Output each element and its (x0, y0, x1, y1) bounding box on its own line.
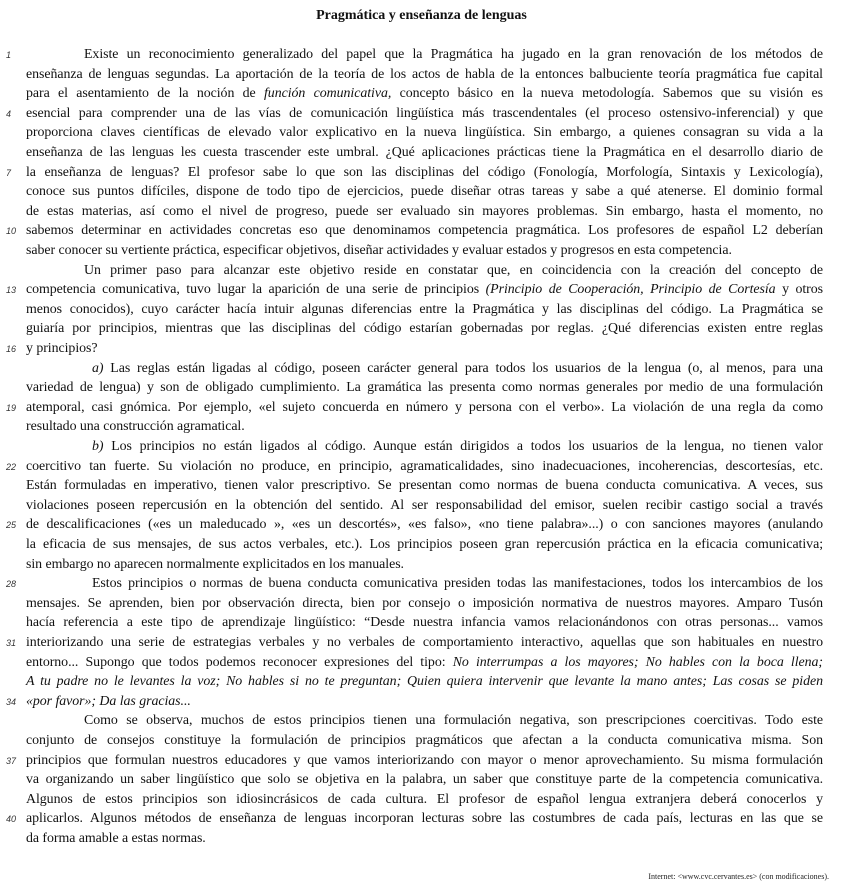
page-title: Pragmática y enseñanza de lenguas (316, 8, 527, 23)
text-span: conjunto de consejos constituye la formulación de principios pragmáticos que afectan a la conducta comunicativa misma. Son (26, 733, 823, 748)
text-span: sabemos determinar en actividades concretas eso que denominamos competencia pragmática. Los profesores de español L2 deberían (26, 223, 823, 239)
line-number: 10 (6, 226, 17, 237)
text-line (26, 496, 823, 516)
italic-span: No interrumpas a los mayores; No hables con la boca llena; (452, 654, 823, 670)
text-line (26, 672, 823, 692)
text-span: concepto básico en la nueva metodología. Sabemos que su visión es (391, 86, 823, 102)
text-span: violaciones poseen repercusión en la obtención del sentido. Al ser responsabilidad del emisor, suelen recibir castigo social a través (26, 497, 823, 513)
text-span: resultado una construcción agramatical. (26, 419, 245, 435)
text-span: Las reglas están ligadas al código, poseen carácter general para todos los usuarios de la lengua (o, al menos, para una (103, 360, 823, 376)
text-span: va organizando un saber lingüístico que solo se objetiva en la palabra, un saber que constituye parte de la competencia comunicativa. (26, 772, 823, 788)
text-span: sin embargo no aparecen normalmente explicitados en los manuales. (26, 556, 404, 572)
italic-span: b) (92, 439, 104, 454)
text-line (26, 476, 823, 496)
italic-span: (Principio de Cooperación, Principio de Cortesía (485, 282, 776, 298)
text-span: Están formuladas en imperativo, tienen valor prescriptivo. Se presentan como normas de buena conducta comunicativa. A veces, sus (26, 478, 823, 494)
text-line (26, 633, 823, 653)
line-number: 34 (6, 696, 17, 707)
text-span: de descalificaciones («es un maleducado », «es un descortés», «es falso», «no tiene palabra»...) o con sanciones mayores (anulando (26, 517, 823, 533)
text-line (26, 535, 823, 555)
line-number: 4 (6, 108, 12, 119)
text-span: da forma amable a estas normas. (26, 831, 206, 846)
text-line (26, 202, 823, 222)
text-line (26, 319, 823, 339)
text-line (26, 339, 823, 359)
text-span: para el asentamiento de la noción de (26, 86, 264, 102)
text-span: guiaría por principios, mientras que las disciplinas del código estarían gobernadas por reglas. ¿Qué diferencias existen entre reglas (26, 321, 823, 337)
text-line (26, 751, 823, 771)
text-line (26, 300, 823, 320)
line-number: 37 (6, 755, 17, 766)
text-line (26, 280, 823, 300)
text-span: mensajes. Se aprenden, bien por observación directa, bien por consejo o imposición normativa de nuestros mayores. Amparo Tusón (26, 595, 823, 611)
line-number: 28 (6, 579, 17, 590)
text-span: la enseñanza de lenguas? El profesor sabe lo que son las disciplinas del código (Fonología, Morfología, Sintaxis y Lexicología), (26, 164, 823, 180)
line-number: 13 (6, 285, 17, 296)
line-number: 7 (6, 167, 12, 178)
text-line (26, 613, 823, 633)
italic-span: función comunicativa, (264, 86, 392, 102)
text-line (26, 594, 823, 614)
text-line (26, 829, 823, 849)
text-span: proporciona claves científicas de elevado valor explicativo en la nueva lingüística. Sin embargo, a quienes consagran su vida a la (26, 125, 823, 141)
text-line (26, 692, 823, 712)
text-span: enseñanza de las lenguas les cuesta trascender este umbral. ¿Qué aplicaciones prácticas tiene la Pragmática en el desarrollo diario de (26, 145, 823, 160)
text-line (26, 65, 823, 85)
italic-span: «por favor»; Da las gracias... (26, 693, 191, 709)
text-span: Los principios no están ligados al código. Aunque están dirigidos a todos los usuarios de la lengua, no tienen valor (103, 439, 823, 454)
text-span: y principios? (26, 341, 98, 356)
line-number: 31 (6, 638, 17, 648)
text-span: competencia comunicativa, tuvo lugar la aparición de una serie de principios (26, 282, 486, 298)
text-line (92, 437, 823, 457)
text-line (26, 241, 823, 261)
text-line (26, 555, 823, 575)
text-line (92, 359, 823, 379)
text-line (84, 711, 823, 731)
text-line (26, 417, 823, 437)
line-number: 16 (6, 344, 17, 354)
text-span: hacía referencia a este tipo de aprendizaje lingüístico: “Desde nuestra infancia vamos relacionándonos con otras personas... vamos (26, 615, 823, 631)
text-span: Existe un reconocimiento generalizado del papel que la Pragmática ha jugado en la gran renovación de los métodos de (84, 47, 823, 62)
line-number: 1 (6, 50, 12, 60)
text-line (26, 182, 823, 202)
text-span: Estos principios o normas de buena conducta comunicativa presiden todas las manifestaciones, todos los intercambios de los (92, 576, 823, 592)
text-line (26, 143, 823, 163)
text-line (26, 84, 823, 104)
italic-span: A tu padre no le levantes la voz; No hables si no te preguntan; Quien quiera intervenir que levante la mano antes; Las cosas se piden (26, 674, 823, 690)
text-span: Un primer paso para alcanzar este objetivo reside en constatar que, en coincidencia con la creación del concepto de (84, 262, 823, 278)
text-span: y otros (775, 282, 823, 298)
text-line (92, 574, 823, 594)
text-line (26, 653, 823, 673)
text-span: variedad de lengua) y son de obligado cumplimiento. La gramática las presenta como normas generales por medio de una formulación (26, 380, 823, 396)
text-line (26, 770, 823, 790)
line-number: 22 (6, 461, 17, 472)
text-line (84, 261, 823, 281)
text-line (26, 123, 823, 143)
line-number: 25 (6, 520, 17, 531)
text-line (26, 790, 823, 810)
text-line (26, 104, 823, 124)
text-span: atemporal, casi gnómica. Por ejemplo, «el sujeto concuerda en número y persona con el verbo». La violación de una regla da como (26, 399, 823, 415)
text-line (26, 731, 823, 751)
text-line (26, 221, 823, 241)
text-line (84, 45, 823, 65)
text-span: saber conocer su vertiente práctica, especificar objetivos, diseñar actividades y evaluar estados y progresos en esta competencia. (26, 243, 732, 258)
line-number: 19 (6, 402, 17, 413)
text-span: coercitivo tan fuerte. Su violación no produce, en principio, agramaticalidades, sino inadecuaciones, incoherencias, descortesías, etc. (26, 458, 823, 474)
text-span: principios que formulan nuestros educadores y que vamos interiorizando con mayor o menor aprovechamiento. Su misma formulación (26, 752, 823, 768)
text-line (26, 398, 823, 418)
text-line (26, 457, 823, 477)
text-span: entorno... Supongo que todos podemos reconocer expresiones del tipo: (26, 654, 453, 670)
text-span: esencial para comprender una de las vías de comunicación lingüística más trascendentales (el proceso ostensivo-inferencial) y que (26, 105, 823, 121)
text-span: interiorizando una serie de estrategias verbales y no verbales de comportamiento interactivo, aquellas que son habituales en nuestro (26, 635, 823, 650)
text-line (26, 515, 823, 535)
source-citation: Internet: <www.cvc.cervantes.es> (con modificaciones). (648, 872, 829, 881)
text-line (26, 378, 823, 398)
text-span: enseñanza de lenguas segundas. La aportación de la teoría de los actos de habla de la entonces balbuciente teoría pragmática fue capital (26, 66, 823, 82)
italic-span: a) (92, 360, 104, 376)
text-line (26, 163, 823, 183)
text-span: de estas materias, así como el nivel de progreso, puede ser evaluado sin mayores problemas. Sin embargo, hasta el momento, no (26, 203, 823, 219)
text-span: Algunos de estos principios son idiosincrásicos de cada cultura. El profesor de español lengua extranjera deberá conocerlos y (26, 791, 823, 807)
line-number: 40 (6, 814, 17, 825)
text-span: Como se observa, muchos de estos principios tienen una formulación negativa, son prescripciones coercitivas. Todo este (84, 713, 823, 729)
text-span: conoce sus puntos difíciles, dispone de todo tipo de ejercicios, puede diseñar otras tareas y sabe a qué atenerse. El dominio formal (26, 184, 823, 200)
text-span: la eficacia de sus mensajes, de sus actos verbales, etc.). Los principios poseen gran repercusión práctica en la eficacia comunicativa; (26, 537, 823, 552)
text-line (26, 809, 823, 829)
text-span: aplicarlos. Algunos métodos de enseñanza de lenguas incorporan lecturas sobre las costumbres de cada país, lecturas en las que se (26, 811, 823, 827)
text-span: menos conocidos), cuyo carácter hacía intuir algunas diferencias entre la Pragmática y las disciplinas del código. La Pragmática se (26, 301, 823, 317)
